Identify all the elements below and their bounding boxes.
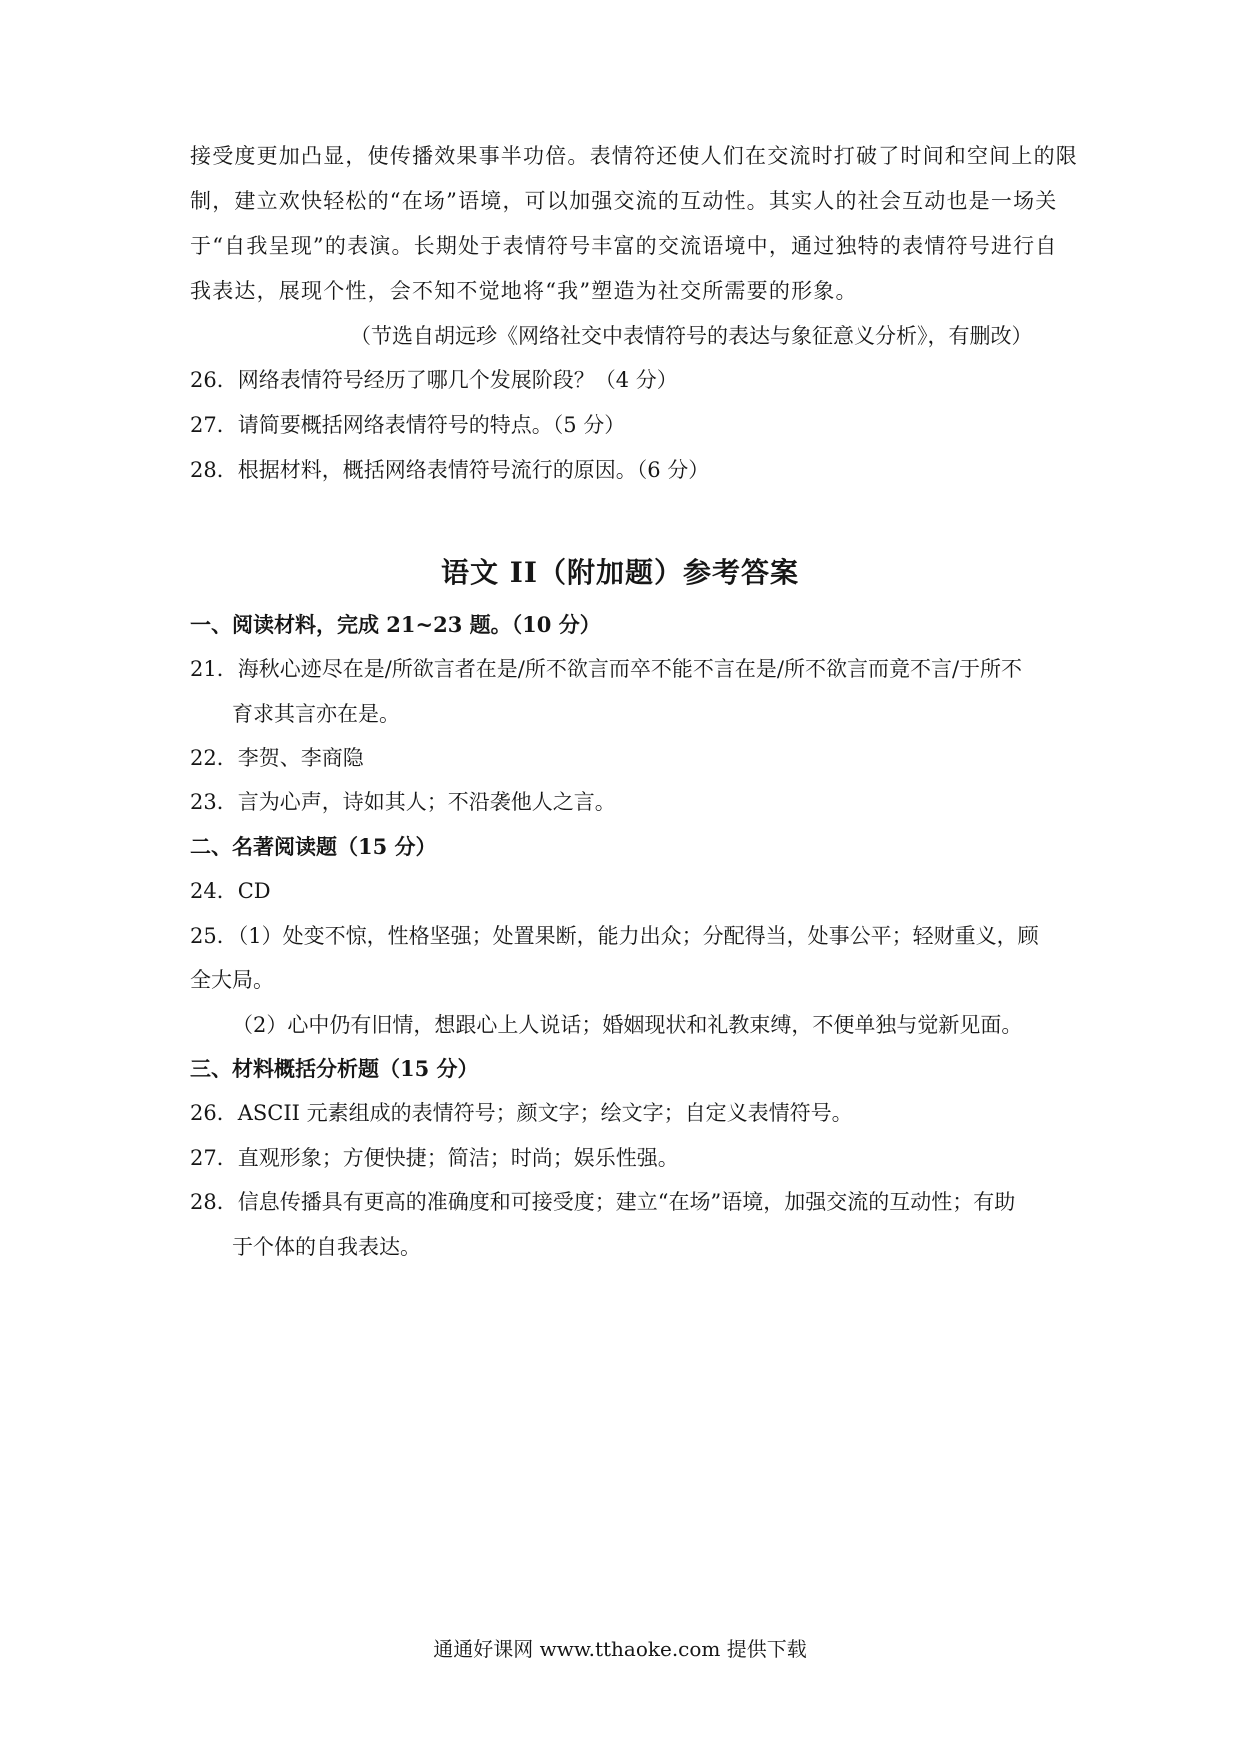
answer-27: 27．直观形象；方便快捷；简洁；时尚；娱乐性强。: [190, 1146, 679, 1170]
section-1-heading: 一、阅读材料，完成 21~23 题。（10 分）: [190, 612, 601, 637]
answer-key-title: 语文 II（附加题）参考答案: [441, 556, 799, 589]
answer-22: 22．李贺、李商隐: [190, 746, 364, 770]
answer-26: 26．ASCII 元素组成的表情符号；颜文字；绘文字；自定义表情符号。: [190, 1101, 853, 1125]
answer-28-line-1: 28．信息传播具有更高的准确度和可接受度；建立“在场”语境，加强交流的互动性；有助: [190, 1190, 1016, 1214]
answer-23: 23．言为心声，诗如其人；不沿袭他人之言。: [190, 790, 616, 814]
page-footer: 通通好课网 www.tthaoke.com 提供下载: [433, 1637, 807, 1661]
passage-line-2: 制，建立欢快轻松的“在场”语境，可以加强交流的互动性。其实人的社会互动也是一场关: [190, 189, 1058, 213]
answer-28-line-2: 于个体的自我表达。: [232, 1235, 421, 1259]
answer-21-line-1: 21．海秋心迹尽在是/所欲言者在是/所不欲言而卒不能不言在是/所不欲言而竟不言/于所不: [190, 657, 1023, 681]
answer-25-line-1: 25．（1）处变不惊，性格坚强；处置果断，能力出众；分配得当，处事公平；轻财重义，顾: [190, 924, 1039, 948]
passage-line-1: 接受度更加凸显，使传播效果事半功倍。表情符还使人们在交流时打破了时间和空间上的限: [190, 144, 1078, 168]
passage-line-3: 于“自我呈现”的表演。长期处于表情符号丰富的交流语境中，通过独特的表情符号进行自: [190, 234, 1058, 258]
section-3-heading: 三、材料概括分析题（15 分）: [190, 1056, 479, 1081]
passage-source: （节选自胡远珍《网络社交中表情符号的表达与象征意义分析》，有删改）: [350, 324, 1033, 348]
question-28: 28．根据材料，概括网络表情符号流行的原因。（6 分）: [190, 458, 710, 482]
answer-25-line-3: （2）心中仍有旧情，想跟心上人说话；婚姻现状和礼教束缚，不便单独与觉新见面。: [232, 1013, 1023, 1037]
answer-21-line-2: 育求其言亦在是。: [232, 702, 400, 726]
section-2-heading: 二、名著阅读题（15 分）: [190, 834, 437, 859]
answer-24: 24．CD: [190, 879, 271, 903]
answer-25-line-2: 全大局。: [190, 968, 274, 992]
question-26: 26．网络表情符号经历了哪几个发展阶段？（4 分）: [190, 368, 678, 392]
question-27: 27．请简要概括网络表情符号的特点。（5 分）: [190, 413, 626, 437]
passage-line-4: 我表达，展现个性，会不知不觉地将“我”塑造为社交所需要的形象。: [190, 279, 858, 303]
